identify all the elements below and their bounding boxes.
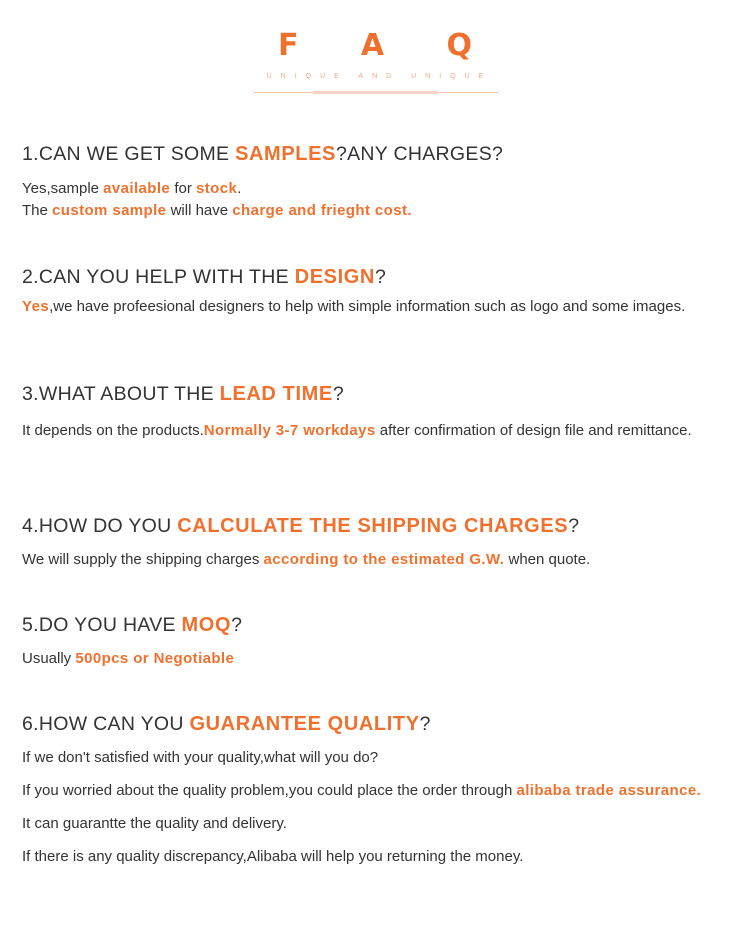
answer-text: after confirmation of design file and remittance. [375,422,692,439]
faq-item-lead-time [22,380,722,447]
answer-text: will have [166,202,233,219]
faq-answer-line [22,200,722,222]
faq-answer-line [22,549,722,571]
question-text: ? [419,713,431,735]
answer-text: If there is any quality discrepancy,Alibaba will help you returning the money. [22,848,524,865]
question-text: 6.HOW CAN YOU [22,713,190,735]
faq-question [22,140,722,168]
faq-answer-line [22,414,722,447]
faq-answer-line [22,648,722,670]
faq-answer-line [22,840,722,873]
faq-answer-line [22,296,722,317]
question-text: ? [231,614,243,636]
answer-text: when quote. [504,551,591,568]
question-text: 3.WHAT ABOUT THE [22,383,220,405]
faq-item-quality [22,710,722,873]
answer-highlight: Yes [22,298,50,315]
title-divider-accent [313,91,438,94]
answer-highlight: according to the estimated G.W. [263,551,505,568]
faq-answer-line [22,178,722,200]
answer-text: for [170,180,196,197]
faq-question [22,263,722,291]
answer-highlight: Normally 3-7 workdays [203,422,376,439]
faq-answer-line [22,807,722,840]
answer-text: The [22,202,53,219]
answer-highlight: 500pcs or Negotiable [75,650,235,667]
faq-item-samples [22,140,722,222]
question-highlight: GUARANTEE QUALITY [189,713,420,735]
faq-question [22,512,722,540]
faq-answer-line [22,741,722,774]
answer-highlight: custom sample [52,202,167,219]
faq-question [22,380,722,408]
answer-text: We will supply the shipping charges [22,551,264,568]
answer-highlight: charge and frieght cost. [232,202,412,219]
answer-highlight: available [103,180,171,197]
question-text: ? [568,515,580,537]
faq-item-shipping [22,512,722,571]
question-text: 2.CAN YOU HELP WITH THE [22,266,295,288]
question-text: 1.CAN WE GET SOME [22,143,236,165]
answer-text: Usually [22,650,76,667]
faq-item-design [22,263,722,317]
answer-text: It depends on the products. [22,422,204,439]
faq-question [22,710,722,738]
question-text: 4.HOW DO YOU [22,515,178,537]
question-highlight: MOQ [181,614,232,636]
question-text: ? [332,383,344,405]
answer-text: ,we have profeesional designers to help with simple information such as logo and some images. [49,298,686,315]
answer-text: . [237,180,242,197]
faq-question [22,611,722,639]
page-title: F A Q [277,28,499,63]
question-text: ?ANY CHARGES? [335,143,504,165]
question-highlight: DESIGN [294,266,375,288]
answer-text: If we don't satisfied with your quality,what will you do? [22,749,379,766]
faq-header [0,28,750,82]
answer-highlight: stock [196,180,238,197]
question-highlight: LEAD TIME [219,383,333,405]
faq-answer-line [22,774,722,807]
question-highlight: SAMPLES [235,143,336,165]
question-text: ? [374,266,387,288]
answer-text: If you worried about the quality problem,you could place the order through [22,782,517,799]
page-subtitle: UNIQUE AND UNIQUE [266,73,493,80]
answer-highlight: alibaba trade assurance. [516,782,702,799]
answer-text: It can guarantte the quality and delivery. [22,815,287,832]
question-text: 5.DO YOU HAVE [22,614,182,636]
faq-item-moq [22,611,722,670]
answer-text: Yes,sample [22,180,104,197]
question-highlight: CALCULATE THE SHIPPING CHARGES [177,515,569,537]
